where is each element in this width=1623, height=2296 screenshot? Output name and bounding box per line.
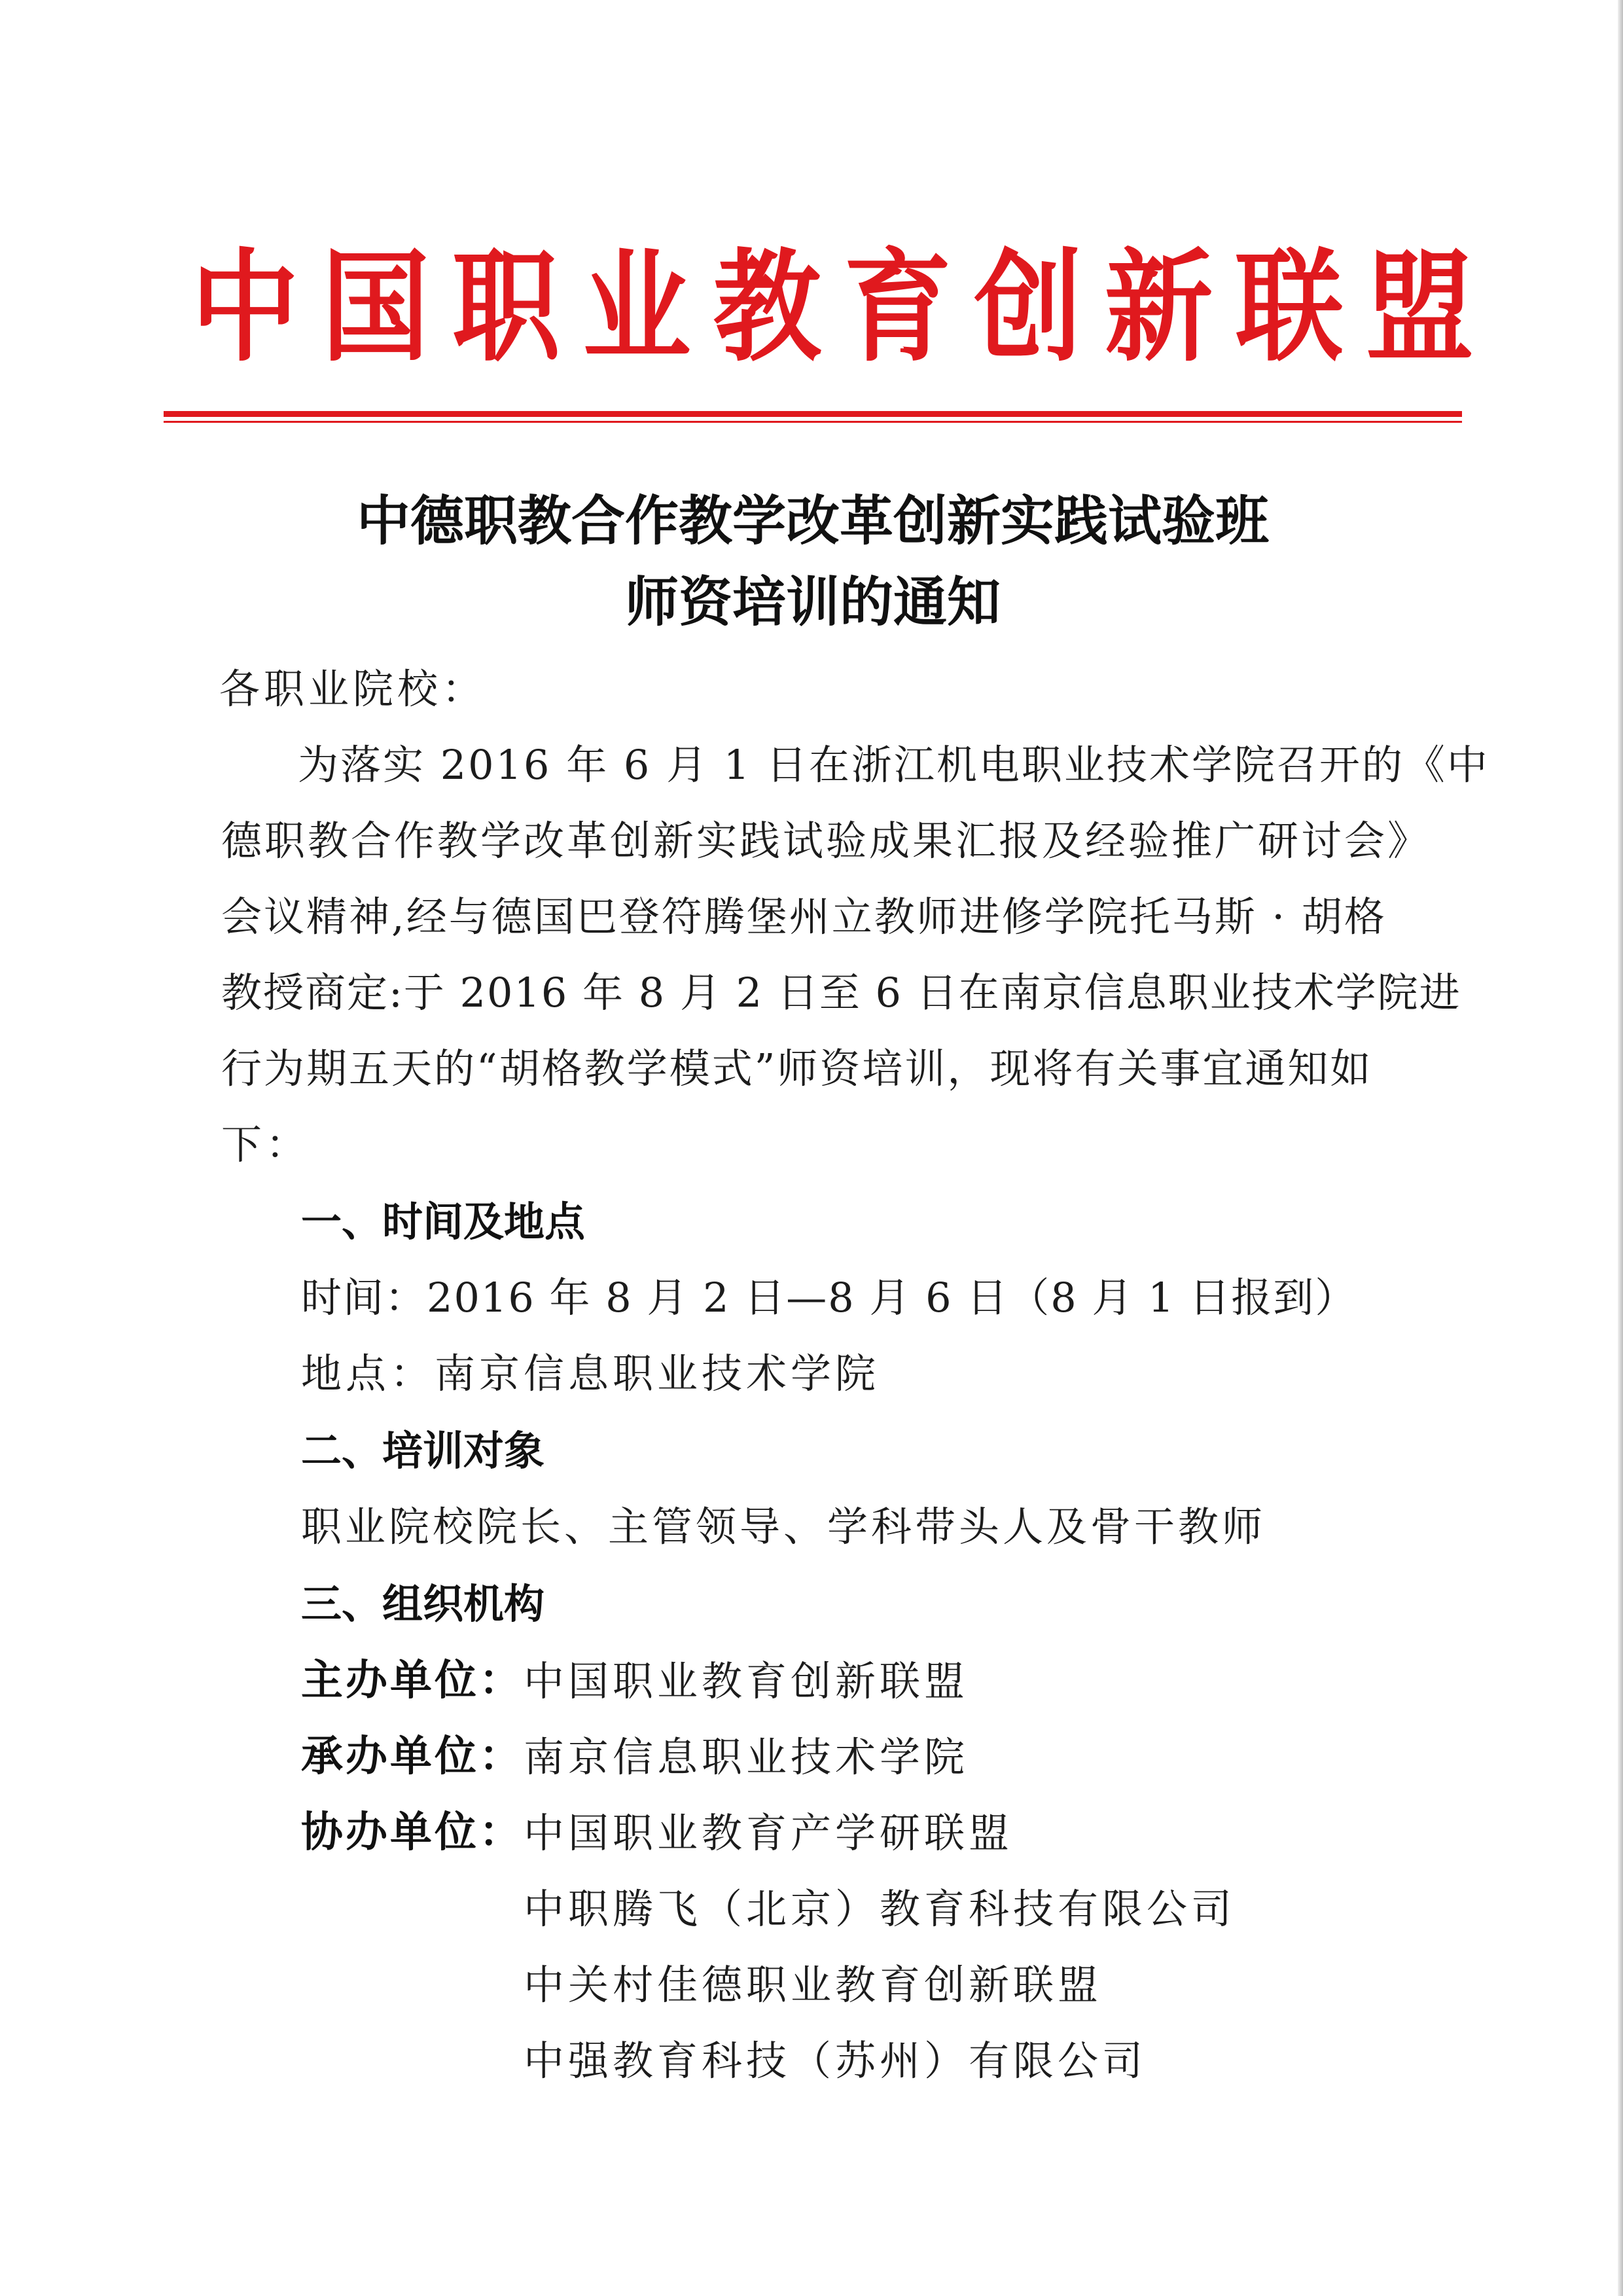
letterhead-char: 新 — [1105, 237, 1213, 378]
body-line-4: 教授商定:于 2016 年 8 月 2 日至 6 日在南京信息职业技术学院进 — [221, 969, 1461, 1016]
notice-title-line-1: 中德职教合作教学改革创新实践试验班 — [356, 490, 1269, 552]
letterhead-char: 职 — [452, 237, 560, 378]
letterhead-org-name — [191, 237, 1474, 378]
host-value: 中国职业教育创新联盟 — [524, 1657, 969, 1705]
body-line-3: 会议精神,经与德国巴登符腾堡州立教师进修学院托马斯 · 胡格 — [221, 893, 1387, 941]
scan-edge-shadow — [1618, 0, 1623, 2296]
letterhead-rule-thin — [164, 421, 1462, 423]
body-last-line: 下： — [221, 1121, 311, 1168]
training-place: 地点：南京信息职业技术学院 — [301, 1350, 880, 1397]
letterhead-rule-thick — [164, 411, 1462, 417]
training-time: 时间：2016 年 8 月 2 日—8 月 6 日（8 月 1 日报到） — [301, 1274, 1357, 1321]
co-organizer-item: 中职腾飞（北京）教育科技有限公司 — [524, 1885, 1236, 1933]
letterhead-char: 创 — [974, 237, 1082, 378]
training-audience: 职业院校院长、主管领导、学科带头人及骨干教师 — [301, 1503, 1266, 1551]
organizer-label: 承办单位： — [301, 1732, 524, 1781]
section-heading-organization: 三、组织机构 — [301, 1580, 545, 1628]
letterhead-char: 教 — [713, 237, 821, 378]
letterhead-char: 盟 — [1365, 237, 1474, 378]
section-heading-audience: 二、培训对象 — [301, 1427, 545, 1475]
letterhead-char: 育 — [844, 237, 952, 378]
section-heading-time-place: 一、时间及地点 — [301, 1198, 586, 1246]
body-line-5: 行为期五天的“胡格教学模式”师资培训，现将有关事宜通知如 — [221, 1045, 1373, 1092]
notice-title-line-2: 师资培训的通知 — [624, 571, 1001, 634]
letterhead-char: 中 — [191, 237, 299, 378]
co-organizer-label: 协办单位： — [301, 1808, 524, 1857]
body-line-1: 为落实 2016 年 6 月 1 日在浙江机电职业技术学院召开的《中 — [298, 741, 1489, 789]
co-organizer-item: 中强教育科技（苏州）有限公司 — [524, 2037, 1147, 2085]
co-organizer-item: 中国职业教育产学研联盟 — [524, 1809, 1014, 1857]
letterhead-char: 联 — [1235, 237, 1344, 378]
letterhead-char: 业 — [582, 237, 691, 378]
host-label: 主办单位： — [301, 1657, 524, 1705]
letterhead-char: 国 — [321, 237, 430, 378]
organizer-value: 南京信息职业技术学院 — [524, 1733, 969, 1781]
salutation: 各职业院校： — [219, 665, 487, 713]
co-organizer-item: 中关村佳德职业教育创新联盟 — [524, 1961, 1103, 2009]
body-line-2: 德职教合作教学改革创新实践试验成果汇报及经验推广研讨会》 — [221, 817, 1431, 865]
